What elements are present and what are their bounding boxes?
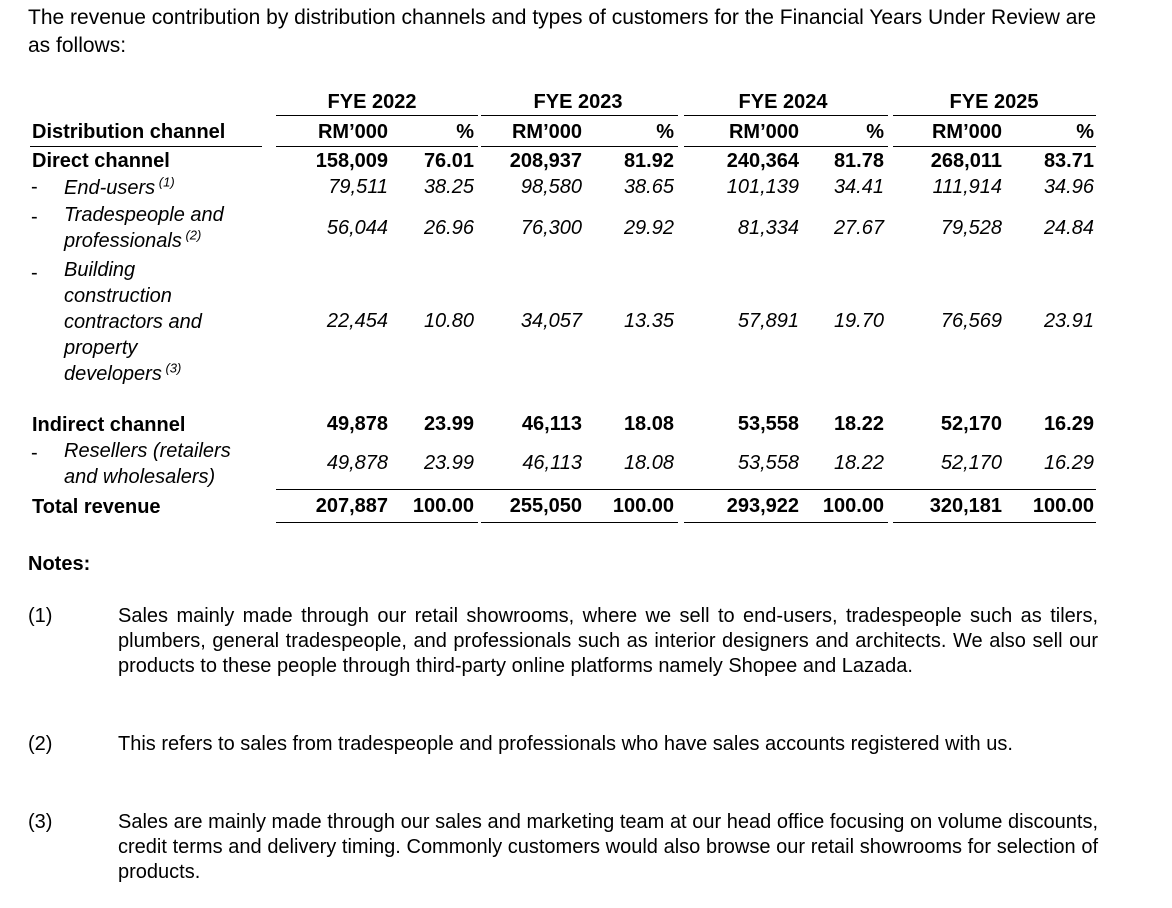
resellers-amount: 52,170 [940,452,1002,474]
total-revenue-percent: 100.00 [612,495,674,517]
end-users-amount: 79,511 [328,176,388,198]
column-header-underline [893,146,1096,147]
note-text-2: This refers to sales from tradespeople and professionals who have sales accounts registered with us. [118,733,1013,755]
tradespeople-percent: 29.92 [623,217,674,239]
total-top-rule [276,489,1096,490]
building-contractors-label-line: contractors and [64,311,202,333]
indirect-channel-percent: 16.29 [1043,413,1094,435]
tradespeople-amount: 81,334 [737,217,799,239]
end-users-amount: 98,580 [520,176,582,198]
unit-header: RM’000 [931,121,1002,143]
resellers-label [64,438,264,490]
indirect-channel-percent: 23.99 [423,413,474,435]
tradespeople-percent: 26.96 [423,217,474,239]
direct-channel-label: Direct channel [32,150,170,172]
total-revenue-amount: 320,181 [929,495,1002,517]
footnote-marker: (3) [165,360,182,376]
note-number-1: (1) [28,605,53,627]
year-header: FYE 2025 [949,91,1039,113]
total-revenue-amount: 293,922 [726,495,799,517]
building-contractors-amount: 57,891 [737,310,799,332]
bullet-dash: - [31,262,38,284]
indirect-channel-percent: 18.08 [623,413,674,435]
unit-header: RM’000 [728,121,799,143]
indirect-channel-amount: 46,113 [521,413,582,435]
direct-channel-amount: 240,364 [726,150,799,172]
total-revenue-percent: 100.00 [412,495,474,517]
tradespeople-percent: 27.67 [833,217,884,239]
resellers-percent: 18.08 [623,452,674,474]
bullet-dash: - [31,206,38,228]
resellers-amount: 53,558 [737,452,799,474]
notes-title: Notes: [28,553,91,575]
resellers-percent: 16.29 [1043,452,1094,474]
direct-channel-amount: 208,937 [509,150,582,172]
direct-channel-percent: 81.78 [833,150,884,172]
total-revenue-percent: 100.00 [822,495,884,517]
distribution-channel-header: Distribution channel [32,121,226,143]
total-bottom-rule [684,522,888,523]
channel-header-underline [30,146,262,147]
end-users-percent: 38.25 [423,176,474,198]
resellers-label-line: Resellers (retailers [64,440,231,462]
intro-paragraph: The revenue contribution by distribution channels and types of customers for the Financial Years Under Review are as follows: [28,6,1097,57]
building-contractors-label-line: property [64,337,138,359]
total-bottom-rule [481,522,678,523]
year-header-underline [893,115,1096,116]
total-revenue-label: Total revenue [32,496,161,518]
end-users-label-text: End-users [64,177,156,199]
end-users-amount: 111,914 [932,176,1002,198]
building-contractors-percent: 13.35 [623,310,674,332]
building-contractors-amount: 76,569 [940,310,1002,332]
direct-channel-amount: 268,011 [930,150,1002,172]
year-header-underline [276,115,478,116]
tradespeople-percent: 24.84 [1043,217,1094,239]
year-header: FYE 2022 [327,91,417,113]
direct-channel-amount: 158,009 [315,150,388,172]
direct-channel-percent: 83.71 [1043,150,1094,172]
total-bottom-rule [893,522,1096,523]
tradespeople-amount: 79,528 [940,217,1002,239]
column-header-underline [276,146,478,147]
note-number-2: (2) [28,733,53,755]
note-text-1: Sales mainly made through our retail showrooms, where we sell to end-users, tradespeople such as tilers, plumbers, general tradespeople, and professionals such as interior designers and architects. We also sell our products to these people through third-party online platforms namely Shopee and Lazada. [118,605,1098,677]
footnote-marker: (1) [158,174,175,190]
resellers-percent: 18.22 [833,452,884,474]
building-contractors-label-line: construction [64,285,172,307]
column-header-underline [684,146,888,147]
resellers-amount: 49,878 [326,452,388,474]
total-revenue-amount: 207,887 [315,495,388,517]
building-contractors-amount: 34,057 [520,310,582,332]
unit-header: RM’000 [317,121,388,143]
note-text-3: Sales are mainly made through our sales and marketing team at our head office focusing on volume discounts, credit terms and delivery timing. Commonly customers would also browse our retail showrooms for selection of products. [118,811,1098,883]
building-contractors-percent: 23.91 [1043,310,1094,332]
direct-channel-percent: 81.92 [623,150,674,172]
end-users-amount: 101,139 [726,176,799,198]
building-contractors-percent: 19.70 [833,310,884,332]
direct-channel-percent: 76.01 [423,150,474,172]
year-header: FYE 2023 [533,91,623,113]
note-number-3: (3) [28,811,53,833]
total-revenue-amount: 255,050 [509,495,582,517]
resellers-percent: 23.99 [423,452,474,474]
tradespeople-amount: 76,300 [520,217,582,239]
indirect-channel-percent: 18.22 [833,413,884,435]
building-contractors-label-line: developers [64,363,162,385]
building-contractors-label [64,257,264,387]
total-revenue-percent: 100.00 [1032,495,1094,517]
percent-header: % [656,121,674,143]
column-header-underline [481,146,678,147]
tradespeople-label [64,202,264,254]
resellers-label-line: and wholesalers) [64,466,216,488]
unit-header: RM’000 [511,121,582,143]
building-contractors-percent: 10.80 [423,310,474,332]
footnote-marker: (2) [185,227,202,243]
indirect-channel-amount: 53,558 [737,413,799,435]
end-users-percent: 34.96 [1043,176,1094,198]
tradespeople-amount: 56,044 [326,217,388,239]
indirect-channel-amount: 52,170 [940,413,1002,435]
building-contractors-amount: 22,454 [326,310,388,332]
percent-header: % [866,121,884,143]
bullet-dash: - [31,442,38,464]
tradespeople-label-line: Tradespeople and [64,204,224,226]
tradespeople-label-line: professionals [64,230,182,252]
year-header-underline [481,115,678,116]
resellers-amount: 46,113 [522,452,582,474]
percent-header: % [456,121,474,143]
year-header: FYE 2024 [738,91,828,113]
bullet-dash: - [31,176,38,198]
indirect-channel-label: Indirect channel [32,414,186,436]
percent-header: % [1076,121,1094,143]
end-users-percent: 38.65 [623,176,674,198]
end-users-label [64,174,175,199]
total-bottom-rule [276,522,478,523]
indirect-channel-amount: 49,878 [326,413,388,435]
end-users-percent: 34.41 [833,176,884,198]
year-header-underline [684,115,888,116]
building-contractors-label-line: Building [64,259,136,281]
